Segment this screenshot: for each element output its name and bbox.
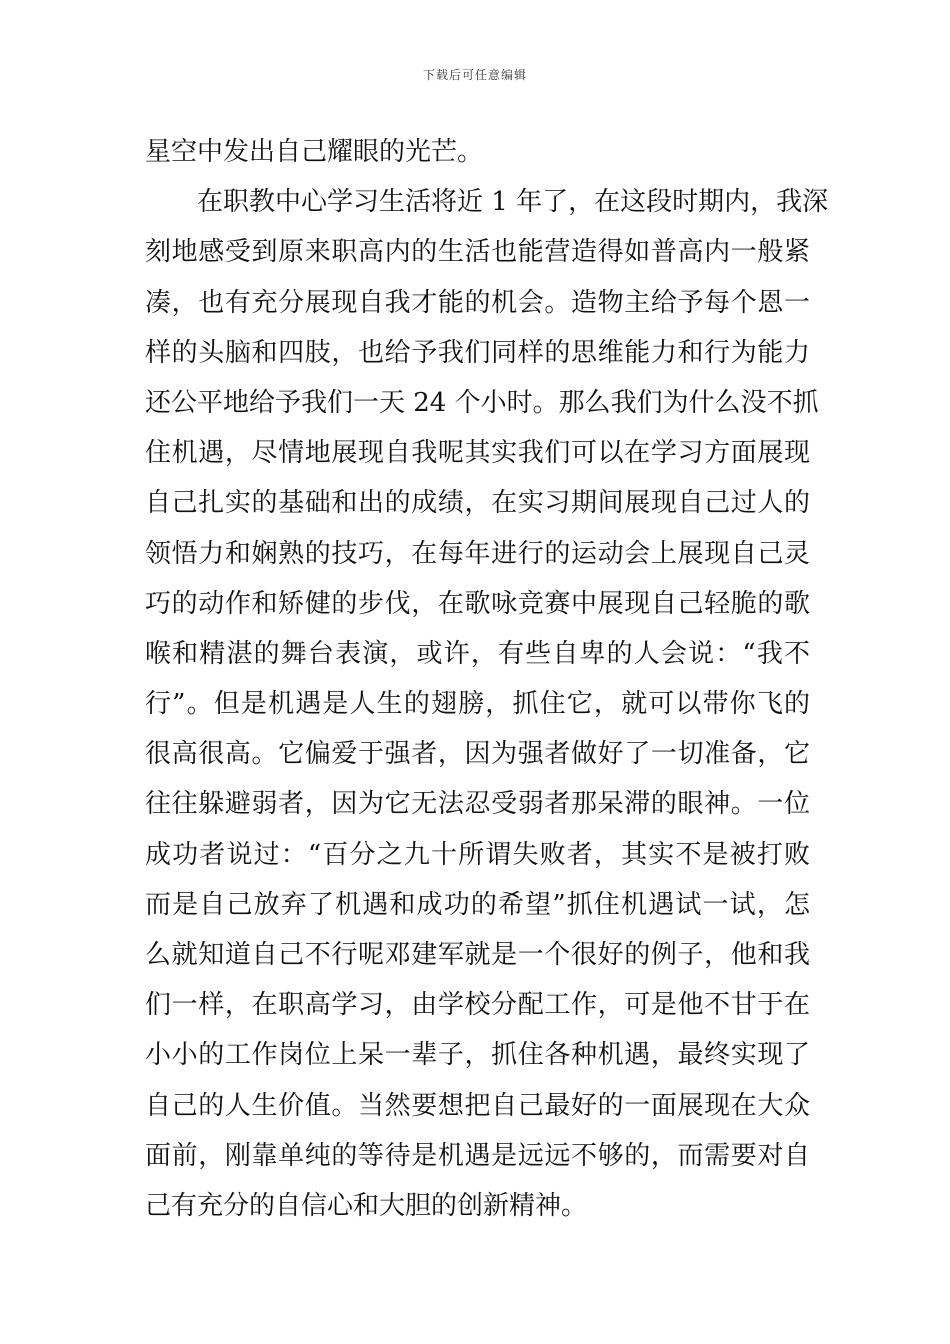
text-line: 凑，也有充分展现自我才能的机会。造物主给予每个恩一: [145, 287, 810, 318]
body-text: [145, 127, 829, 1231]
text-line: 很高很高。它偏爱于强者，因为强者做好了一切准备，它: [145, 739, 810, 770]
header-note: 下载后可任意编辑: [422, 68, 527, 82]
text-line: 己有充分的自信心和大胆的创新精神。: [145, 1190, 588, 1221]
text-line: 星空中发出自己耀眼的光芒。: [145, 137, 484, 167]
text-line: 自己的人生价值。当然要想把自己最好的一面展现在大众: [145, 1090, 810, 1121]
text-line: 行”。但是机遇是人生的翅膀，抓住它，就可以带你飞的: [145, 689, 810, 720]
text-line: 成功者说过：“百分之九十所谓失败者，其实不是被打败: [145, 839, 810, 870]
text-line: 们一样，在职高学习，由学校分配工作，可是他不甘于在: [145, 990, 810, 1021]
text-line: 刻地感受到原来职高内的生活也能营造得如普高内一般紧: [145, 237, 810, 268]
text-line: 样的头脑和四肢，也给予我们同样的思维能力和行为能力: [145, 337, 810, 368]
text-line: 住机遇，尽情地展现自我呢其实我们可以在学习方面展现: [145, 438, 810, 469]
text-line: 么就知道自己不行呢邓建军就是一个很好的例子，他和我: [145, 940, 810, 970]
text-line: 而是自己放弃了机遇和成功的希望”抓住机遇试一试，怎: [145, 889, 810, 920]
text-line: 领悟力和娴熟的技巧，在每年进行的运动会上展现自己灵: [145, 538, 810, 569]
text-line: 面前，刚靠单纯的等待是机遇是远远不够的，而需要对自: [145, 1140, 810, 1171]
text-line: 巧的动作和矫健的步伐，在歌咏竞赛中展现自己轻脆的歌: [145, 588, 810, 619]
text-line: 在职教中心学习生活将近 1 年了，在这段时期内，我深: [197, 187, 829, 218]
text-line: 往往躲避弱者，因为它无法忍受弱者那呆滞的眼神。一位: [145, 789, 810, 820]
text-line: 自己扎实的基础和出的成绩，在实习期间展现自己过人的: [145, 488, 810, 519]
text-line: 还公平地给予我们一天 24 个小时。那么我们为什么没不抓: [145, 387, 819, 418]
text-line: 小小的工作岗位上呆一辈子，抓住各种机遇，最终实现了: [145, 1040, 810, 1071]
text-line: 喉和精湛的舞台表演，或许，有些自卑的人会说：“我不: [145, 638, 810, 669]
